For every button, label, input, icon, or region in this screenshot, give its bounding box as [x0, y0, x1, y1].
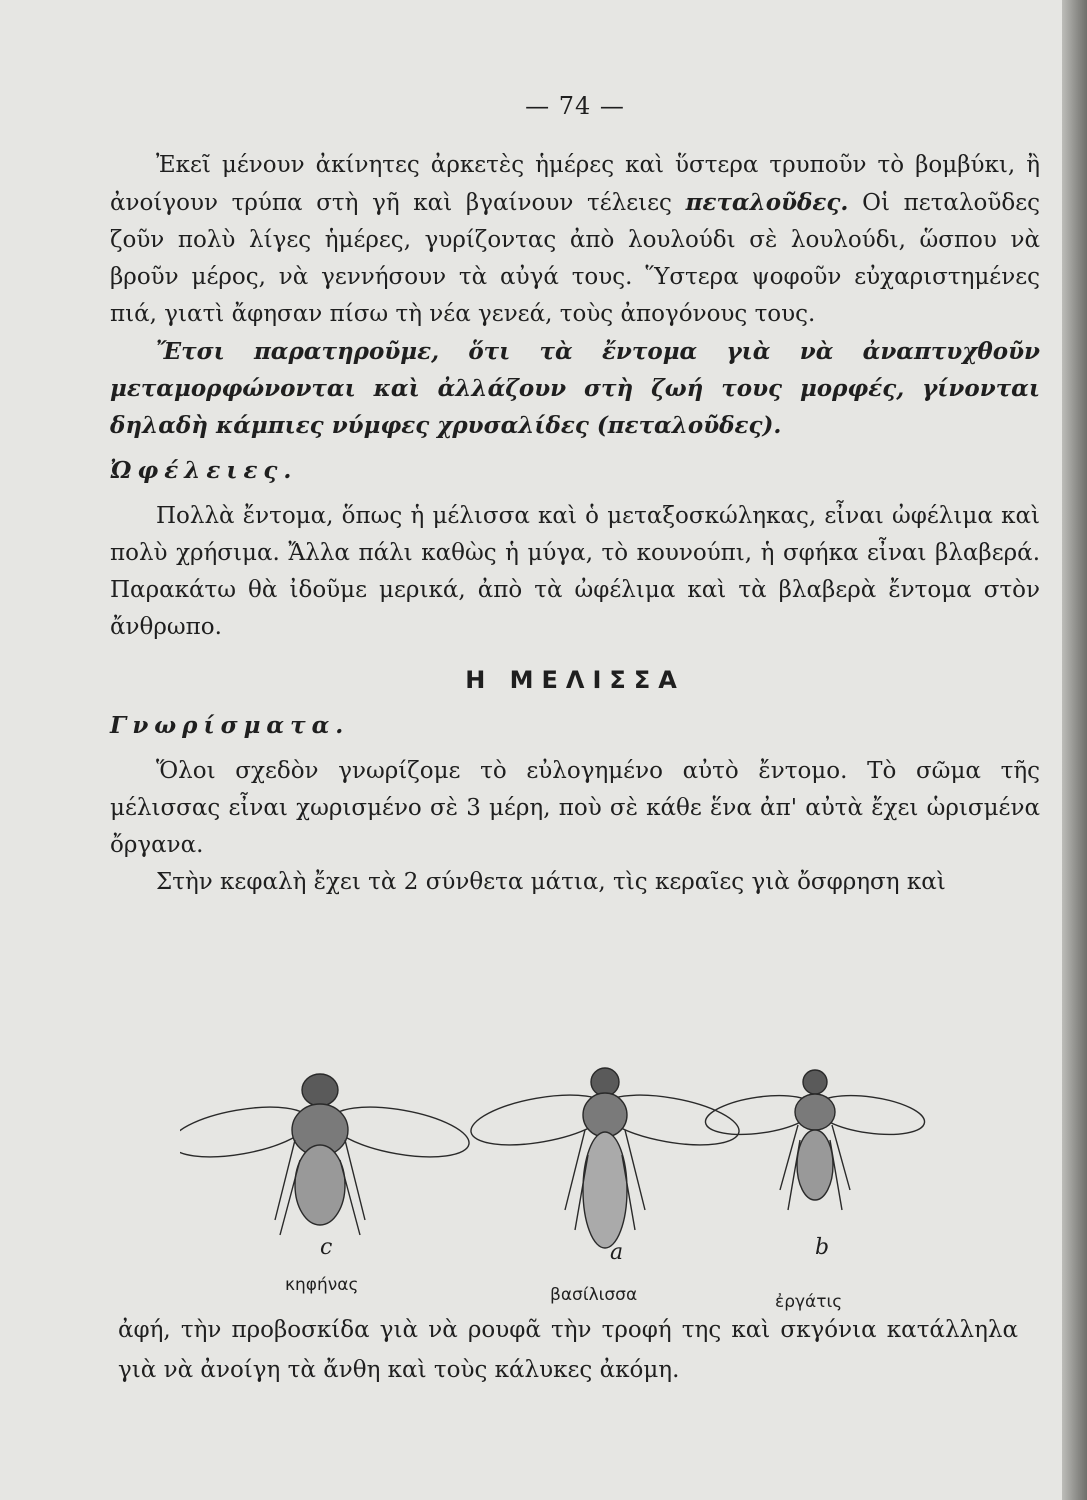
paragraph-features: Ὅλοι σχεδὸν γνωρίζομε τὸ εὐλογημένο αὐτὸ ἔντομο. Τὸ σῶμα τῆς μέλισσας εἶναι χωρισμένο σὲ 3 μέρη, ποὺ σὲ κάθε ἕνα ἀπ' αὐτὰ ἔχει ὡρισμένα ὄργανα.	[110, 758, 1040, 858]
drone-letter: c	[320, 1235, 333, 1260]
bee-figures-svg	[180, 1060, 1000, 1310]
bee-illustration	[180, 1060, 1000, 1310]
paragraph-final: ἀφή, τὴν προβοσκίδα γιὰ νὰ ρουφᾶ τὴν τροφή της καὶ σκγόνια κατάλληλα γιὰ νὰ ἀνοίγη τὰ ἄνθη καὶ τοὺς κάλυκες ἀκόμη.	[118, 1317, 1018, 1383]
page-text	[110, 88, 1040, 901]
section-title-bee: Η ΜΕΛΙΣΣΑ	[465, 666, 685, 694]
para1-emphasis: πεταλοῦδες.	[685, 189, 849, 216]
para1-text: Ἐκεῖ μένουν ἀκίνητες ἀρκετὲς ἡμέρες καὶ ὕστερα τρυποῦν τὸ βομβύκι, ἢ ἀνοίγουν τρύπα στὴ γῆ καὶ βγαίνουν τέλειες	[110, 152, 1040, 216]
drone-figure	[180, 1074, 473, 1235]
paragraph-benefits: Πολλὰ ἔντομα, ὅπως ἡ μέλισσα καὶ ὁ μεταξοσκώληκας, εἶναι ὠφέλιμα καὶ πολὺ χρήσιμα. Ἄλλα πάλι καθὼς ἡ μύγα, τὸ κουνούπι, ἡ σφήκα εἶναι βλαβερά. Παρακάτω θὰ ἰδοῦμε μερικά, ἀπὸ τὰ ὠφέλιμα καὶ τὰ βλαβερὰ ἔντομα στὸν ἄνθρωπο.	[110, 503, 1040, 640]
subhead-benefits: Ὠφέλειες.	[110, 457, 298, 484]
page-number: — 74 —	[525, 92, 625, 120]
paragraph-observation: Ἔτσι παρατηροῦμε, ὅτι τὰ ἔντομα γιὰ νὰ ἀναπτυχθοῦν μεταμορφώνονται καὶ ἀλλάζουν στὴ ζωή τους μορφές, γίνονται δηλαδὴ κάμπιες νύμφες χρυσαλίδες (πεταλοῦδες).	[110, 338, 1040, 439]
worker-caption: ἐργάτις	[775, 1292, 843, 1312]
para1-rest: Οἱ πεταλοῦδες ζοῦν πολὺ λίγες ἡμέρες, γυρίζοντας ἀπὸ λουλούδι σὲ λουλούδι, ὥσπου νὰ βροῦν μέρος, νὰ γεννήσουν τὰ αὐγά τους. Ὕστερα ψοφοῦν εὐχαριστημένες πιά, γιατὶ ἄφησαν πίσω τὴ νέα γενεά, τοὺς ἀπογόνους τους.	[110, 190, 1041, 327]
worker-figure	[703, 1070, 927, 1210]
paragraph-head: Στὴν κεφαλὴ ἔχει τὰ 2 σύνθετα μάτια, τὶς κεραῖες γιὰ ὄσφρηση καὶ	[156, 869, 946, 895]
queen-figure	[467, 1068, 743, 1248]
paragraph-metamorphosis	[110, 147, 1040, 333]
worker-letter: b	[815, 1235, 830, 1260]
page-edge	[1062, 0, 1087, 1500]
subhead-features: Γνωρίσματα.	[110, 712, 350, 739]
drone-caption: κηφήνας	[285, 1275, 359, 1295]
queen-caption: βασίλισσα	[550, 1285, 638, 1305]
queen-letter: a	[610, 1240, 624, 1265]
